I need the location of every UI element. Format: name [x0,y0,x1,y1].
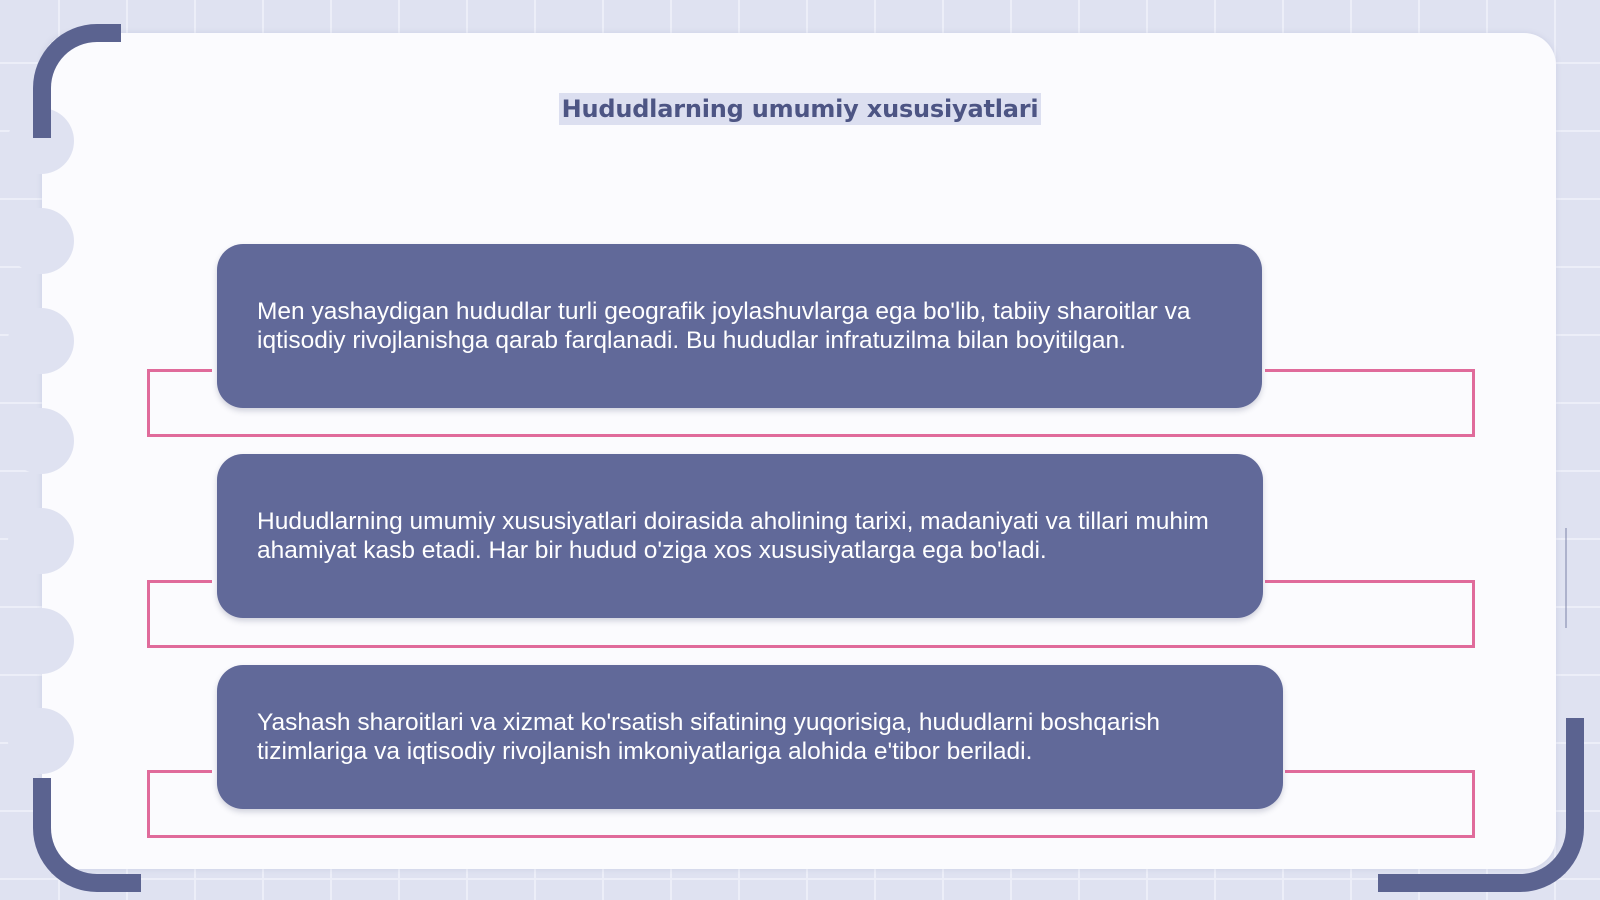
info-card-text: Yashash sharoitlari va xizmat ko'rsatish sifatining yuqorisiga, hududlarni boshqarish tizimlariga va iqtisodiy rivojlanish imkoniyatlariga alohida e'tibor beriladi. [257,709,1161,765]
info-card [217,454,1263,618]
decorative-line [1565,528,1567,628]
paper-notch [8,208,74,274]
outline-stub-right [1265,580,1475,583]
paper-notch [8,708,74,774]
outline-stub-left [147,580,212,583]
title-wrapper [0,93,1600,125]
paper-notch [8,308,74,374]
outline-stub-left [147,770,212,773]
paper-notch [8,608,74,674]
paper-notch [8,508,74,574]
slide-title: Hududlarning umumiy xususiyatlari [559,93,1042,125]
info-card-text: Men yashaydigan hududlar turli geografik joylashuvlarga ega bo'lib, tabiiy sharoitlar va iqtisodiy rivojlanishga qarab farqlanadi. Bu hududlar infratuzilma bilan boyitilgan. [257,298,1191,354]
info-card [217,665,1283,809]
outline-stub-left [147,369,212,372]
info-card-text: Hududlarning umumiy xususiyatlari doirasida aholining tarixi, madaniyati va tillari muhim ahamiyat kasb etadi. Har bir hudud o'ziga xos xususiyatlarga ega bo'ladi. [257,508,1209,564]
outline-stub-right [1285,770,1475,773]
info-card [217,244,1262,408]
outline-stub-right [1265,369,1475,372]
paper-notch [8,408,74,474]
corner-bracket-bottom-left [33,778,141,892]
